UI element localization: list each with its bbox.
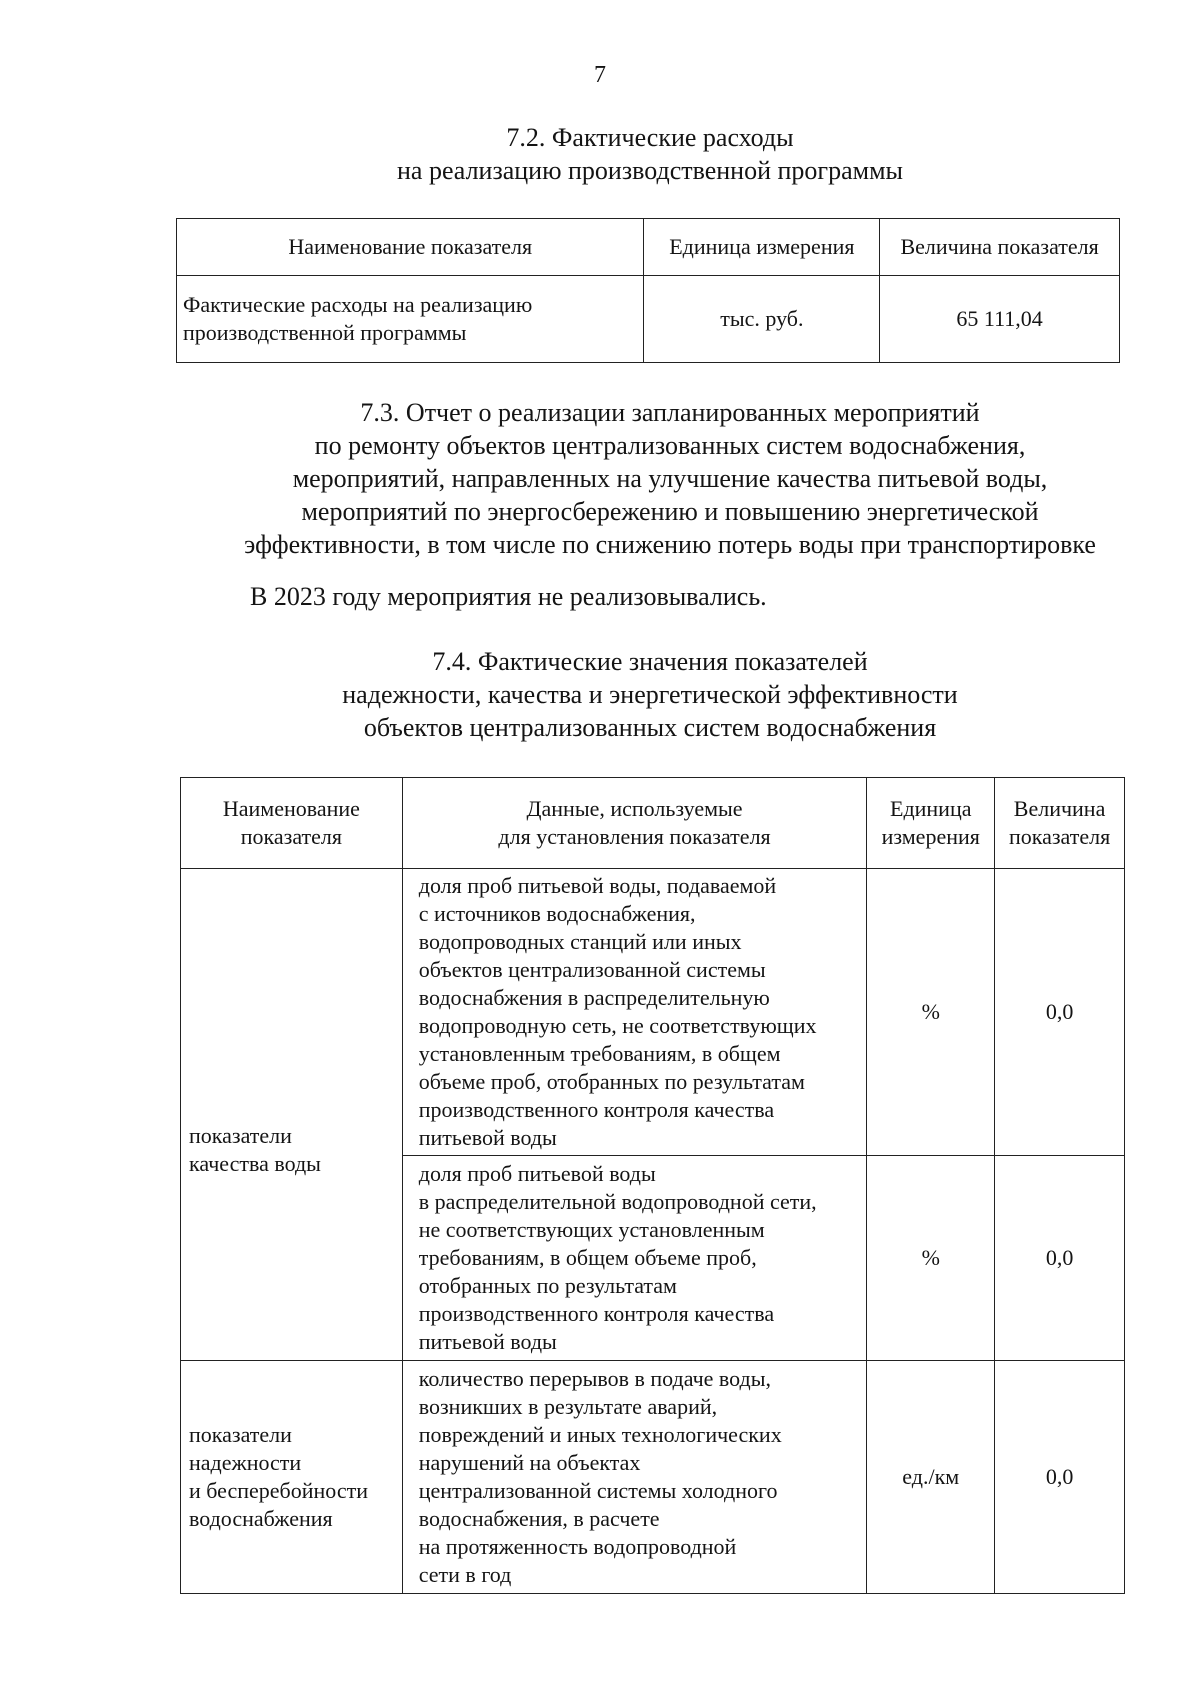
header-unit: Единица измерения xyxy=(867,778,995,869)
indicator-description: количество перерывов в подаче воды, возникших в результате аварий, повреждений и иных технологических нарушений на объектах централизованной системы холодного водоснабжения, в расчете на протяженность водопроводной сети в год xyxy=(402,1361,867,1594)
indicator-unit: ед./км xyxy=(867,1361,995,1594)
table-header-row xyxy=(181,778,1125,869)
indicators-table xyxy=(180,777,1125,1594)
indicator-description: доля проб питьевой воды, подаваемой с источников водоснабжения, водопроводных станций или иных объектов централизованной системы водоснабжения в распределительную водопроводную сеть, не соответствующих установленным требованиям, в общем объеме проб, отобранных по результатам производственного контроля качества питьевой воды xyxy=(402,869,867,1156)
header-indicator-name: Наименование показателя xyxy=(177,219,644,276)
indicator-unit: % xyxy=(867,1156,995,1361)
indicator-value: 0,0 xyxy=(995,1156,1125,1361)
section-7-3-paragraph: В 2023 году мероприятия не реализовывались. xyxy=(250,582,767,611)
indicator-description: доля проб питьевой воды в распределительной водопроводной сети, не соответствующих установленным требованиям, в общем объеме проб, отобранных по результатам производственного контроля качества питьевой воды xyxy=(402,1156,867,1361)
section-7-4-title: 7.4. Фактические значения показателей надежности, качества и энергетической эффективности объектов централизованных систем водоснабжения xyxy=(342,647,958,742)
table-header-row xyxy=(177,219,1120,276)
header-unit: Единица измерения xyxy=(644,219,880,276)
indicator-name: Фактические расходы на реализацию производственной программы xyxy=(177,276,644,363)
expenses-table xyxy=(176,218,1120,363)
table-row xyxy=(181,869,1125,1156)
indicator-value: 0,0 xyxy=(995,869,1125,1156)
header-value: Величина показателя xyxy=(880,219,1120,276)
indicator-unit: % xyxy=(867,869,995,1156)
section-7-3-title: 7.3. Отчет о реализации запланированных мероприятий по ремонту объектов централизованных систем водоснабжения, мероприятий, направленных на улучшение качества питьевой воды, мероприятий по энергосбережению и повышению энергетической эффективности, в том числе по снижению потерь воды при транспортировке xyxy=(244,398,1096,559)
indicator-value: 0,0 xyxy=(995,1361,1125,1594)
category-reliability: показатели надежности и бесперебойности водоснабжения xyxy=(181,1361,403,1594)
indicator-unit: тыс. руб. xyxy=(644,276,880,363)
header-indicator-name: Наименование показателя xyxy=(181,778,403,869)
page-number: 7 xyxy=(594,62,606,88)
header-value: Величина показателя xyxy=(995,778,1125,869)
indicator-value: 65 111,04 xyxy=(880,276,1120,363)
table-row xyxy=(181,1361,1125,1594)
category-water-quality: показатели качества воды xyxy=(181,869,403,1361)
section-7-2-title: 7.2. Фактические расходы на реализацию производственной программы xyxy=(396,123,903,185)
header-data-used: Данные, используемые для установления показателя xyxy=(402,778,867,869)
table-row xyxy=(177,276,1120,363)
